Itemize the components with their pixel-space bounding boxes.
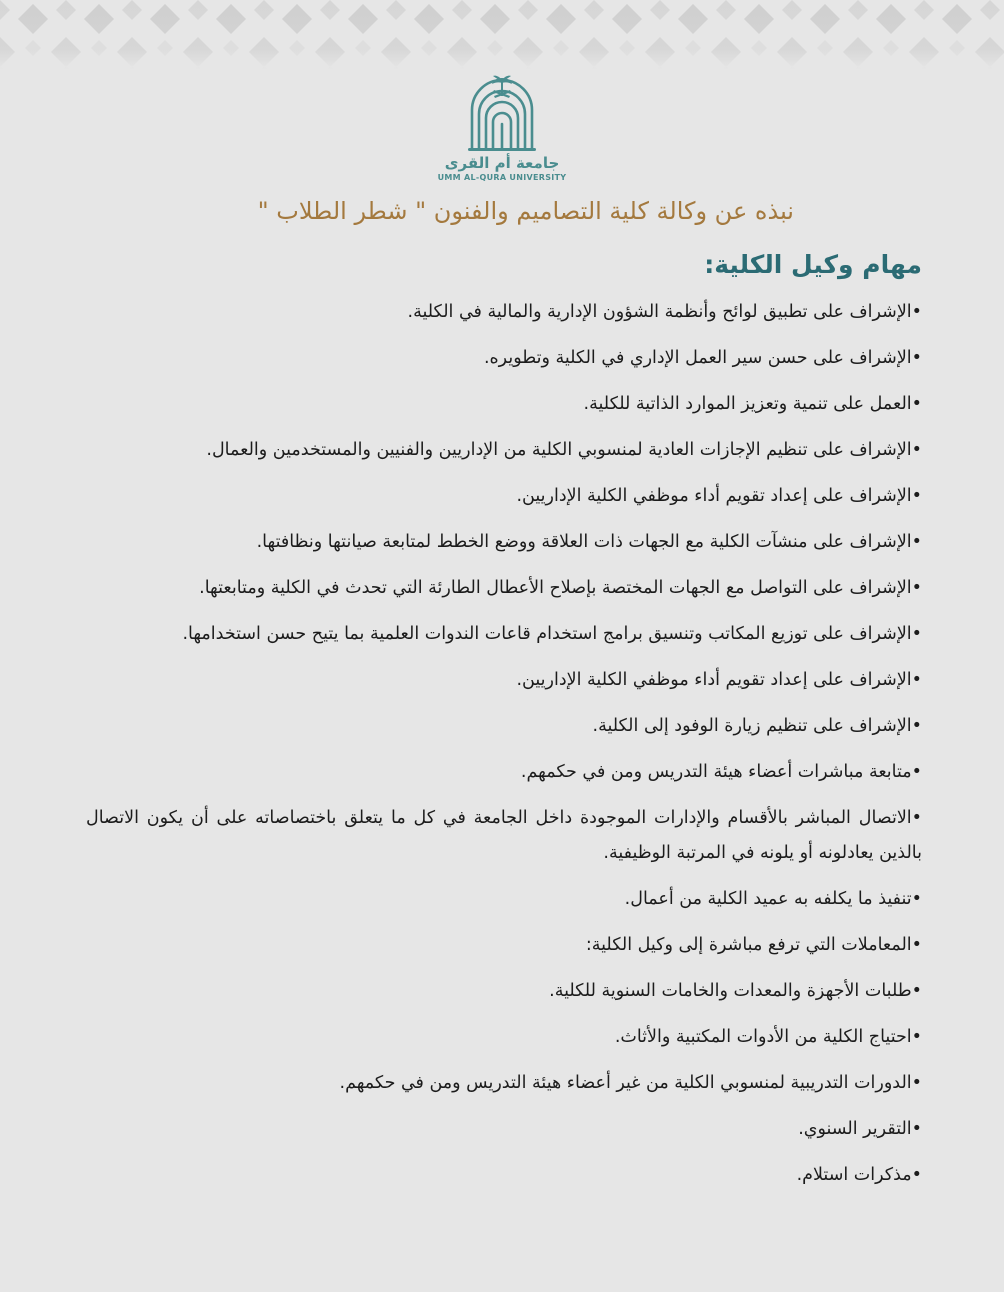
list-item-text: المعاملات التي ترفع مباشرة إلى وكيل الكلية:: [585, 935, 912, 955]
list-item: [86, 1066, 922, 1101]
university-emblem-icon: [466, 74, 538, 154]
bullet-glyph: •: [911, 348, 922, 368]
bullet-glyph: •: [911, 1165, 922, 1185]
bullet-glyph: •: [911, 762, 922, 782]
university-name-english: UMM AL-QURA UNIVERSITY: [437, 173, 567, 182]
list-item-text: الإشراف على حسن سير العمل الإداري في الكلية وتطويره.: [483, 348, 912, 368]
list-item: [86, 295, 922, 330]
list-item-text: الدورات التدريبية لمنسوبي الكلية من غير أعضاء هيئة التدريس ومن في حكمهم.: [339, 1073, 912, 1093]
list-item: [86, 663, 922, 698]
section-heading: مهام وكيل الكلية:: [704, 250, 922, 279]
bullet-glyph: •: [911, 578, 922, 598]
list-item-text: احتياج الكلية من الأدوات المكتبية والأثاث.: [614, 1027, 912, 1047]
list-item-text: الإشراف على تنظيم الإجازات العادية لمنسوبي الكلية من الإداريين والفنيين والمستخدمين والعمال.: [206, 440, 912, 460]
list-item-text: الإشراف على تنظيم زيارة الوفود إلى الكلية.: [592, 716, 912, 736]
decorative-pattern-band: [0, 0, 1004, 70]
bullet-glyph: •: [911, 624, 922, 644]
list-item-text: الإشراف على إعداد تقويم أداء موظفي الكلية الإداريين.: [516, 486, 912, 506]
list-item: [86, 882, 922, 917]
bullet-glyph: •: [911, 302, 922, 322]
list-item-text: الاتصال المباشر بالأقسام والإدارات الموجودة داخل الجامعة في كل ما يتعلق باختصاصاته على أن يكون الاتصال بالذين يعادلونه أو يلونه في المرتبة الوظيفية.: [86, 808, 922, 863]
list-item: [86, 479, 922, 514]
list-item: [86, 1020, 922, 1055]
list-item-text: الإشراف على التواصل مع الجهات المختصة بإصلاح الأعطال الطارئة التي تحدث في الكلية ومتابعتها.: [199, 578, 912, 598]
list-item-text: طلبات الأجهزة والمعدات والخامات السنوية للكلية.: [549, 981, 912, 1001]
list-item-text: التقرير السنوي.: [798, 1119, 912, 1139]
list-item-text: الإشراف على تطبيق لوائح وأنظمة الشؤون الإدارية والمالية في الكلية.: [407, 302, 912, 322]
tasks-list: [86, 295, 922, 1193]
list-item-text: متابعة مباشرات أعضاء هيئة التدريس ومن في حكمهم.: [520, 762, 912, 782]
bullet-glyph: •: [911, 1119, 922, 1139]
list-item: [86, 341, 922, 376]
university-name-arabic: جامعة أم القرى: [444, 154, 560, 172]
list-item: [86, 525, 922, 560]
bullet-glyph: •: [911, 1027, 922, 1047]
bullet-glyph: •: [911, 1073, 922, 1093]
list-item-text: تنفيذ ما يكلفه به عميد الكلية من أعمال.: [624, 889, 912, 909]
list-item: [86, 1158, 922, 1193]
bullet-glyph: •: [911, 440, 922, 460]
list-item: [86, 801, 922, 871]
list-item: [86, 387, 922, 422]
university-logo: [0, 74, 1004, 186]
list-item: [86, 433, 922, 468]
bullet-glyph: •: [911, 532, 922, 552]
list-item: [86, 755, 922, 790]
list-item-text: مذكرات استلام.: [796, 1165, 912, 1185]
list-item-text: الإشراف على منشآت الكلية مع الجهات ذات العلاقة ووضع الخطط لمتابعة صيانتها ونظافتها.: [256, 532, 912, 552]
list-item-text: الإشراف على إعداد تقويم أداء موظفي الكلية الإداريين.: [516, 670, 912, 690]
bullet-glyph: •: [911, 981, 922, 1001]
bullet-glyph: •: [911, 486, 922, 506]
bullet-glyph: •: [911, 889, 922, 909]
list-item: [86, 571, 922, 606]
list-item-text: العمل على تنمية وتعزيز الموارد الذاتية للكلية.: [583, 394, 912, 414]
bullet-glyph: •: [911, 716, 922, 736]
list-item: [86, 709, 922, 744]
bullet-glyph: •: [911, 808, 922, 828]
document-title: نبذه عن وكالة كلية التصاميم والفنون " شطر الطلاب ": [257, 197, 794, 225]
bullet-glyph: •: [911, 670, 922, 690]
bullet-glyph: •: [911, 394, 922, 414]
list-item: [86, 928, 922, 963]
list-item-text: الإشراف على توزيع المكاتب وتنسيق برامج استخدام قاعات الندوات العلمية بما يتيح حسن استخدامها.: [182, 624, 912, 644]
list-item: [86, 617, 922, 652]
bullet-glyph: •: [911, 935, 922, 955]
list-item: [86, 974, 922, 1009]
list-item: [86, 1112, 922, 1147]
